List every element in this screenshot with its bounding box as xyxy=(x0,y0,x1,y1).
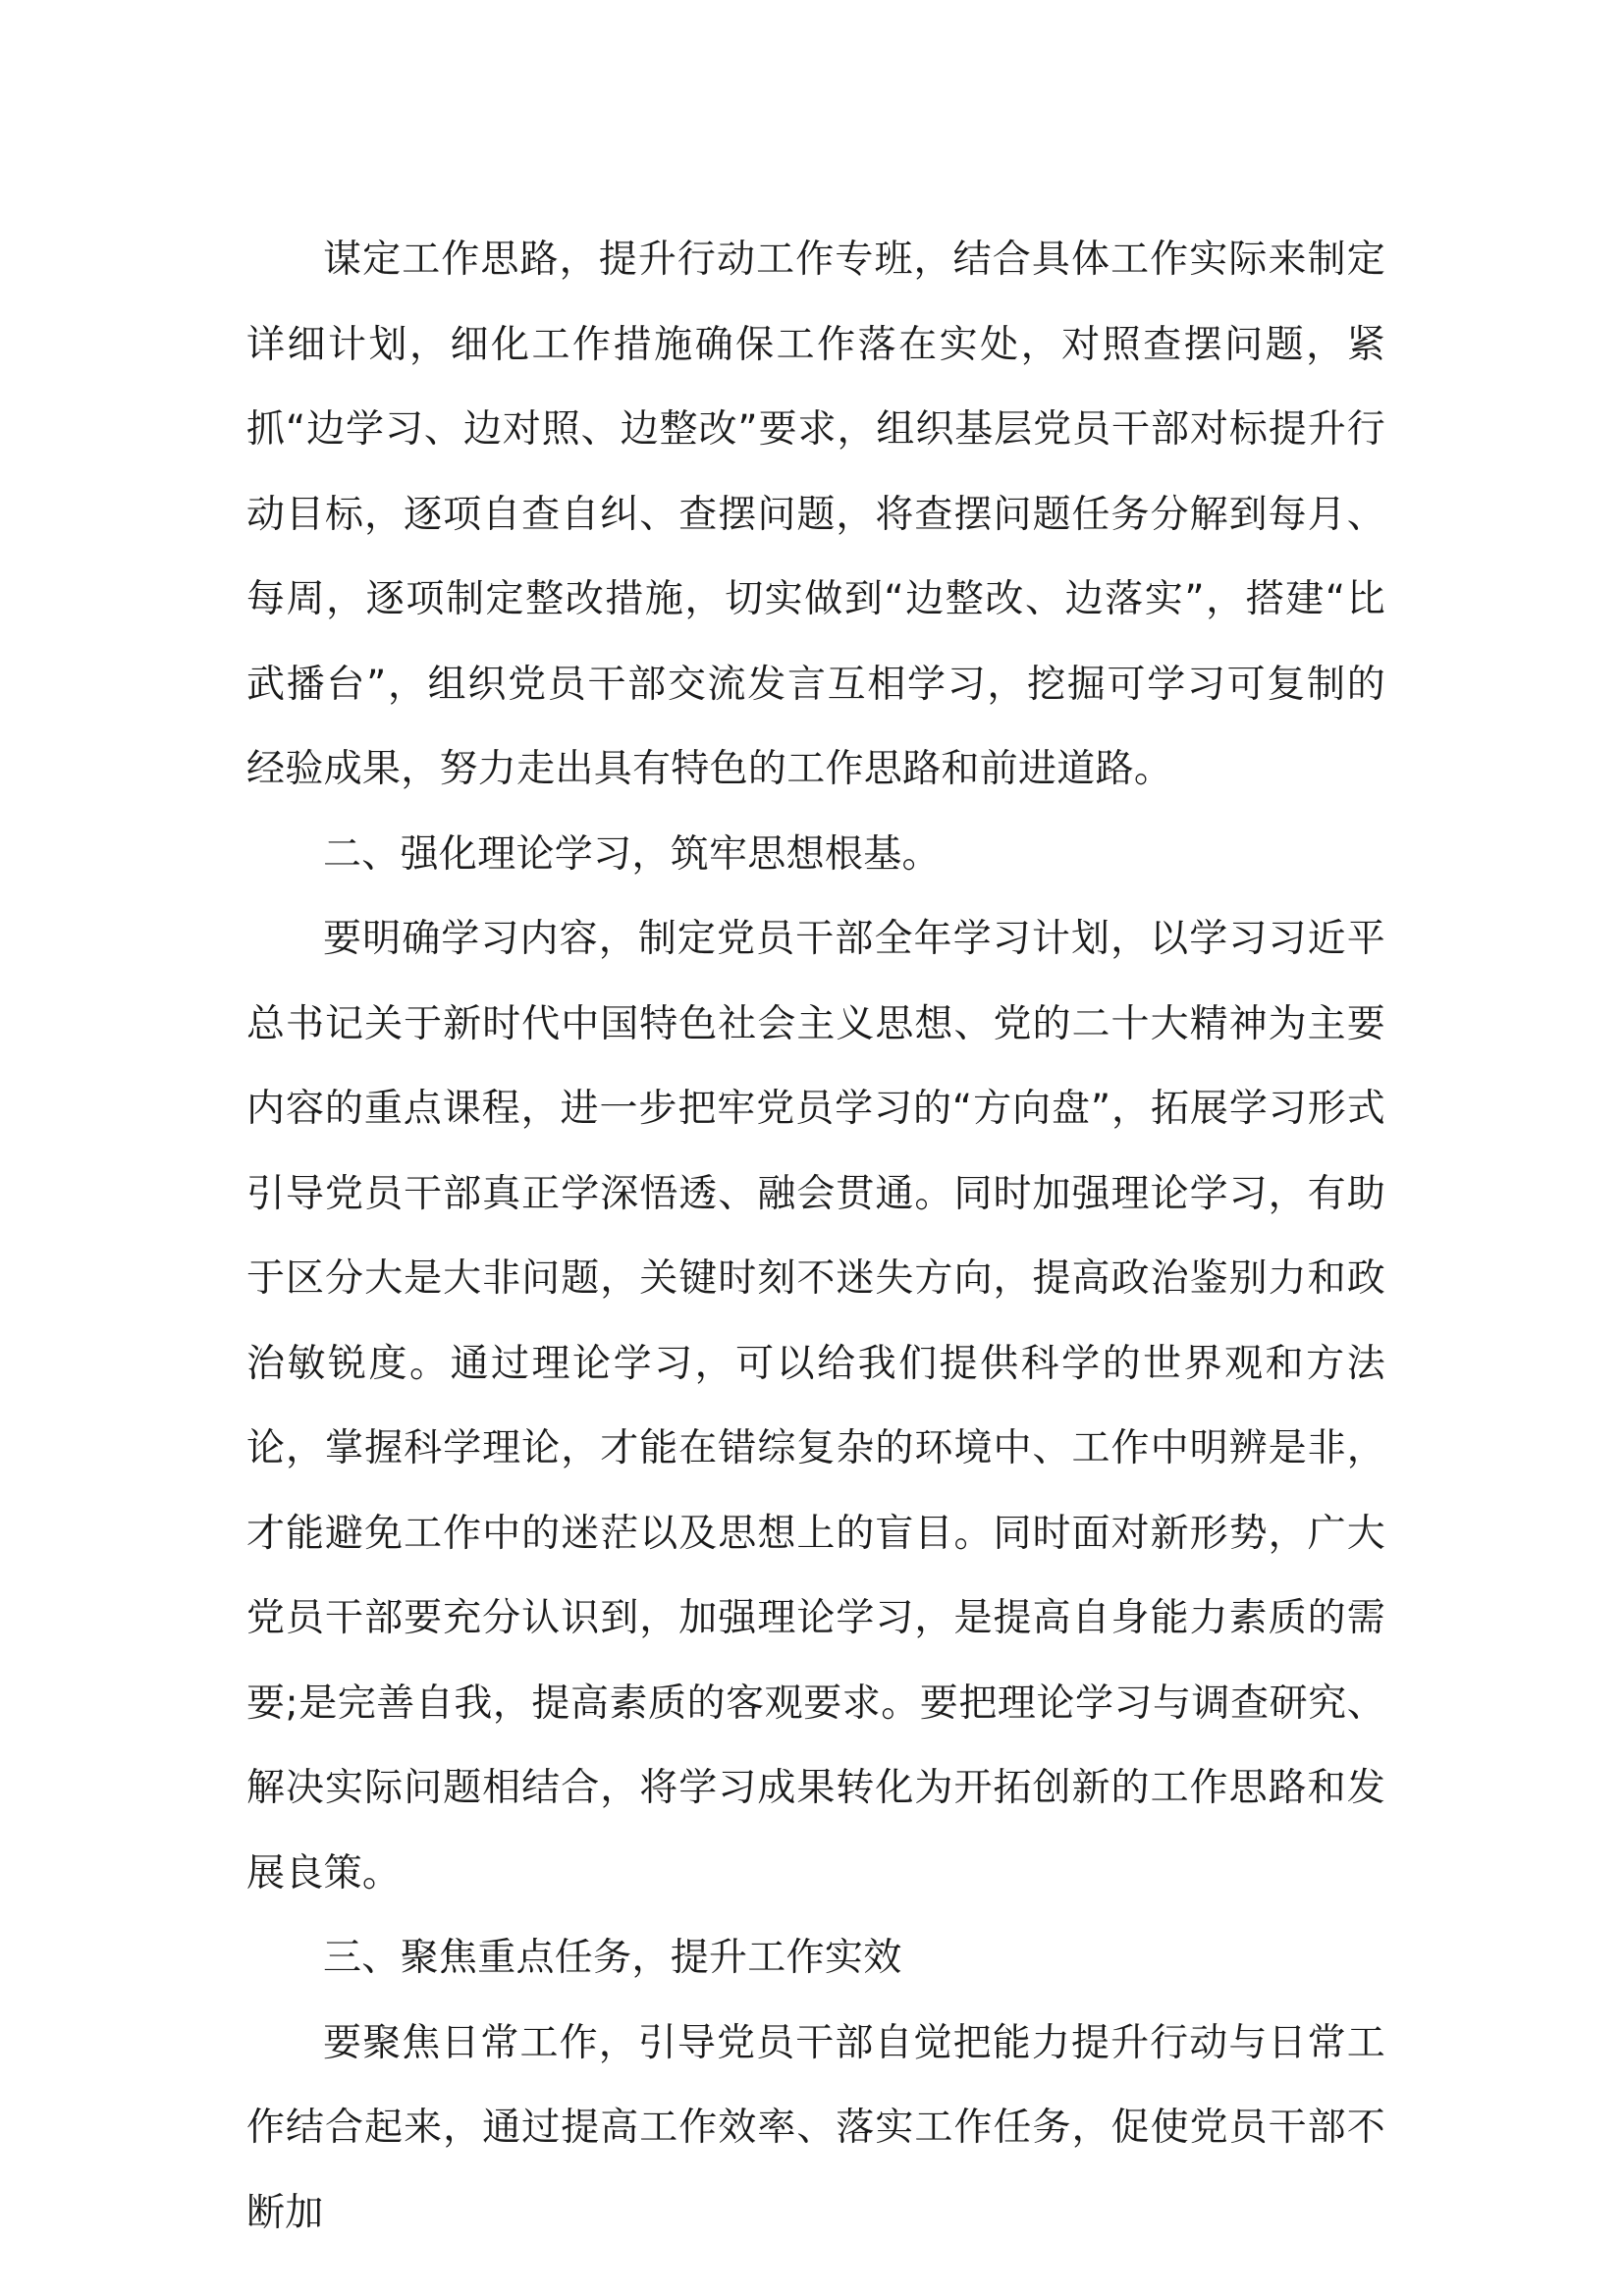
paragraph-theory-study: 要明确学习内容，制定党员干部全年学习计划，以学习习近平总书记关于新时代中国特色社会主义思想、党的二十大精神为主要内容的重点课程，进一步把牢党员学习的“方向盘”，拓展学习形式引导党员干部真正学深悟透、融会贯通。同时加强理论学习，有助于区分大是大非问题，关键时刻不迷失方向，提高政治鉴别力和政治敏锐度。通过理论学习，可以给我们提供科学的世界观和方法论，掌握科学理论，才能在错综复杂的环境中、工作中明辨是非，才能避免工作中的迷茫以及思想上的盲目。同时面对新形势，广大党员干部要充分认识到，加强理论学习，是提高自身能力素质的需要;是完善自我，提高素质的客观要求。要把理论学习与调查研究、解决实际问题相结合，将学习成果转化为开拓创新的工作思路和发展良策。 xyxy=(246,917,1385,1896)
document-body xyxy=(246,218,1385,2256)
paragraph-work-plan: 谋定工作思路，提升行动工作专班，结合具体工作实际来制定详细计划，细化工作措施确保工作落在实处，对照查摆问题，紧抓“边学习、边对照、边整改”要求，组织基层党员干部对标提升行动目标，逐项自查自纠、查摆问题，将查摆问题任务分解到每月、每周，逐项制定整改措施，切实做到“边整改、边落实”，搭建“比武播台”，组织党员干部交流发言互相学习，挖掘可学习可复制的经验成果，努力走出具有特色的工作思路和前进道路。 xyxy=(246,238,1385,791)
section-heading-key-tasks: 三、聚焦重点任务，提升工作实效 xyxy=(323,1936,902,1980)
section-heading-theory-study: 二、强化理论学习，筑牢思想根基。 xyxy=(323,831,941,877)
paragraph-daily-work: 要聚焦日常工作，引导党员干部自觉把能力提升行动与日常工作结合起来，通过提高工作效率、落实工作任务，促使党员干部不断加 xyxy=(246,2020,1385,2235)
